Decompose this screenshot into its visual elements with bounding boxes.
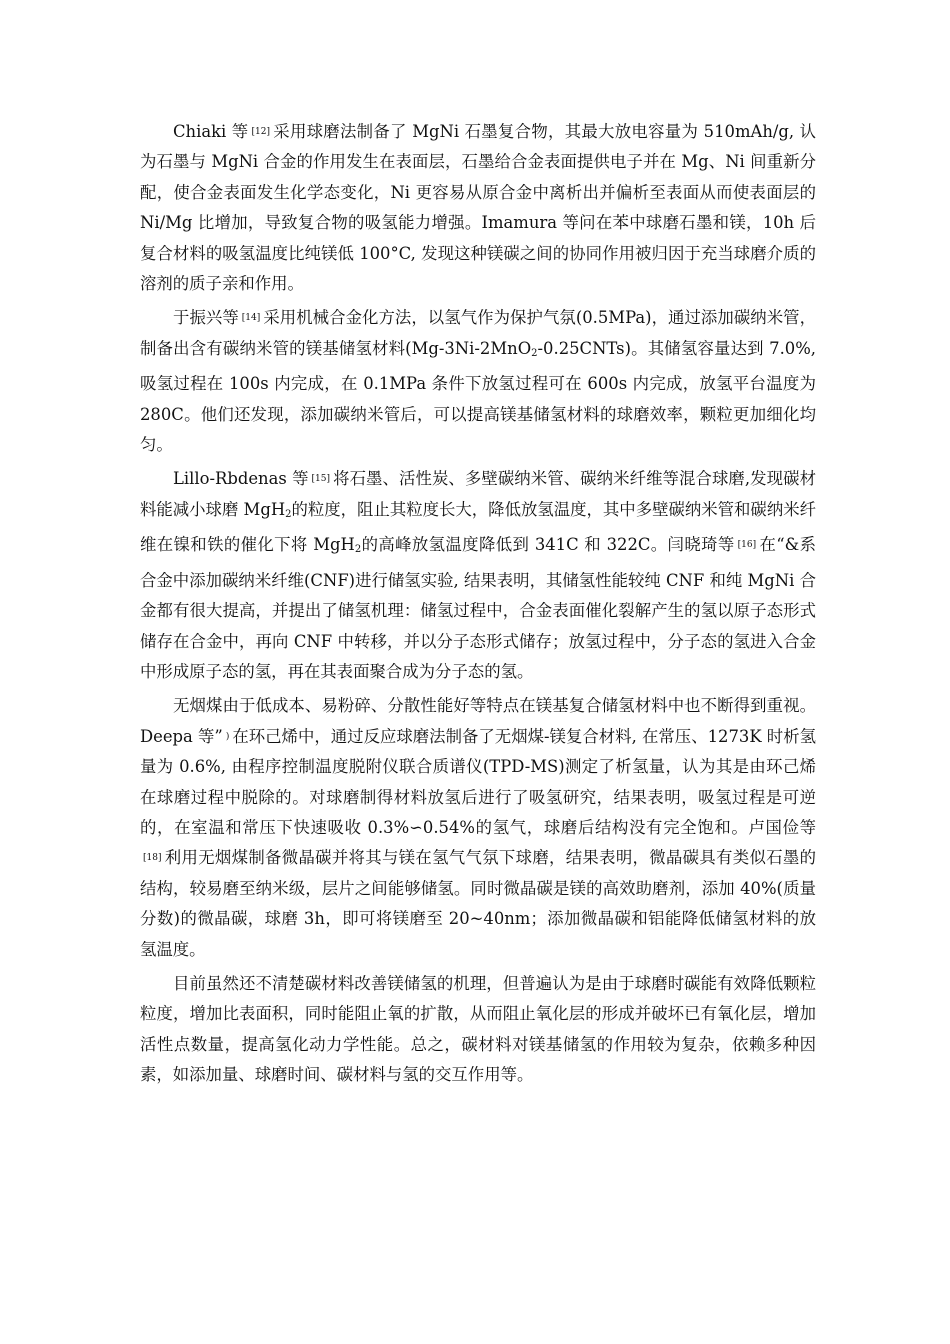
paragraph-anthracite-deepa [140,691,816,965]
paragraph-chiaki-mgni-graphite [140,117,816,299]
text-run: 在环己烯中，通过反应球磨法制备了无烟煤-镁复合材料, 在常压、1273K 时析氢量为 0.6%, 由程序控制温度脱附仪联合质谱仪(TPD-MS)测定了析氢量，认为其是由环己烯在球磨过程中脱除的。对球磨制得材料放氢后进行了吸氢研究，结果表明，吸氢过程是可逆的，在室温和常压下快速吸收 0.3%∽0.54%的氢气，球磨后结构没有完全饱和。卢国俭等 [140,726,816,837]
paragraph-lillo-rbdenas-carbon [140,464,816,687]
paragraph-summary-mechanism [140,969,816,1091]
citation-ref: [16] [737,540,757,551]
text-run: 的高峰放氢温度降低到 341C 和 322C。闫晓琦等 [361,535,735,555]
citation-ref: [14] [241,313,261,324]
text-run: 将石墨、活性炭、多壁碳纳米管、碳纳米纤维等混合球磨,发现碳材料能减小球磨 MgH [140,469,816,519]
citation-ref: [12] [251,127,270,137]
subscript: 2 [531,347,538,359]
text-run: 目前虽然还不清楚碳材料改善镁储氢的机理，但普遍认为是由于球磨时碳能有效降低颗粒粒度，增加比表面积，同时能阻止氧的扩散，从而阻止氧化层的形成并破坏已有氧化层，增加活性点数量，提高氢化动力学性能。总之，碳材料对镁基储氢的作用较为复杂，依赖多种因素，如添加量、球磨时间、碳材料与氢的交互作用等。 [140,973,816,1085]
text-run: Chiaki 等 [173,122,249,141]
text-run: 无烟煤由于低成本、易粉碎、分散性能好等特点在镁基复合储氢材料中也不断得到重视。Deepa 等” [140,696,816,746]
text-run: -0.25CNTs)。其储氢容量达到 7.0%,吸氢过程在 100s 内完成，在 0.1MPa 条件下放氢过程可在 600s 内完成，放氢平台温度为 280C。他们还发现，添加碳纳米管后，可以提高镁基储氢材料的球磨效率，颗粒更加细化均匀。 [140,338,816,455]
text-run: 的粒度，阻止其粒度长大，降低放氢温度，其中多壁碳纳米管和碳纳米纤维在镍和铁的催化下将 MgH [140,499,816,555]
text-run: Lillo-Rbdenas 等 [173,469,309,489]
citation-ref: ) [225,731,230,742]
document-body [140,117,816,1095]
text-run: 利用无烟煤制备微晶碳并将其与镁在氢气气氛下球磨，结果表明，微晶碳具有类似石墨的结构，较易磨至纳米级，层片之间能够储氢。同时微晶碳是镁的高效助磨剂，添加 40%(质量分数)的微晶碳，球磨 3h，即可将镁磨至 20~40nm；添加微晶碳和铝能降低储氢材料的放氢温度。 [140,848,816,959]
paragraph-yu-zhenxing-cnt [140,303,816,460]
citation-ref: [18] [143,853,162,864]
subscript: 2 [354,544,362,556]
text-run: 采用机械合金化方法，以氢气作为保护气氛(0.5MPa)，通过添加碳纳米管，制备出含有碳纳米管的镁基储氢材料(Mg-3Ni-2MnO [140,308,817,358]
citation-ref: [15] [311,474,331,485]
subscript: 2 [285,508,292,520]
text-run: 在“&系合金中添加碳纳米纤维(CNF)进行储氢实验, 结果表明，其储氢性能较纯 CNF 和纯 MgNi 合金都有很大提高，并提出了储氢机理：储氢过程中，合金表面催化裂解产生的氢以原子态形式储存在合金中，再向 CNF 中转移，并以分子态形式储存；放氢过程中，分子态的氢进入合金中形成原子态的氢，再在其表面聚合成为分子态的氢。 [140,535,817,681]
text-run: 采用球磨法制备了 MgNi 石墨复合物，其最大放电容量为 510mAh/g, 认为石墨与 MgNi 合金的作用发生在表面层，石墨给合金表面提供电子并在 Mg、Ni 间重新分配，使合金表面发生化学态变化，Ni 更容易从原合金中离析出并偏析至表面从而使表面层的 Ni/Mg 比增加，导致复合物的吸氢能力增强。Imamura 等问在苯中球磨石墨和镁，10h 后复合材料的吸氢温度比纯镁低 100°C, 发现这种镁碳之间的协同作用被归因于充当球磨介质的溶剂的质子亲和作用。 [140,122,816,294]
text-run: 于振兴等 [173,308,239,328]
